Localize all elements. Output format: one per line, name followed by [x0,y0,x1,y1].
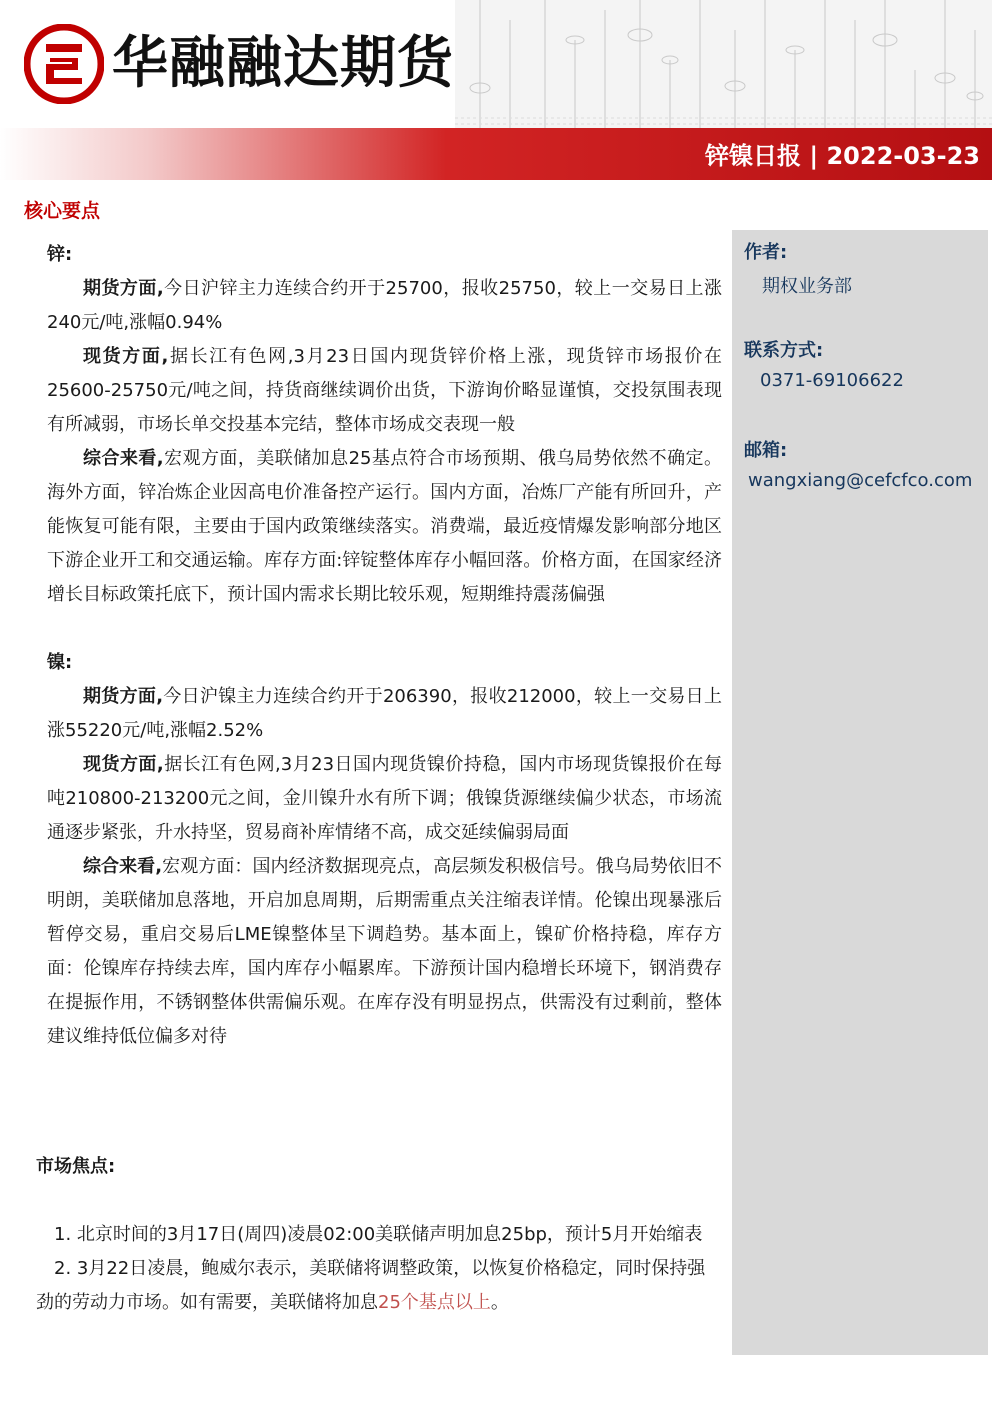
nickel-summary-label: 综合来看, [83,856,163,877]
zinc-spot [47,340,722,442]
zinc-summary-label: 综合来看, [83,448,164,469]
logo-icon [24,24,104,104]
zinc-summary [47,442,722,612]
market-focus-item-2-end: 。 [490,1292,509,1313]
email-label: 邮箱: [744,440,788,461]
market-focus-item-1: 1. 北京时间的3月17日(周四)凌晨02:00美联储声明加息25bp，预计5月开始缩表 [54,1224,703,1245]
nickel-heading: 镍: [47,652,73,673]
market-focus-heading: 市场焦点: [36,1156,116,1177]
contact-label: 联系方式: [744,340,824,361]
market-focus-highlight: 25个基点以上 [378,1292,491,1313]
zinc-futures-text: 今日沪锌主力连续合约开于25700，报收25750，较上一交易日上涨240元/吨,涨幅0.94% [47,278,722,333]
nickel-summary [47,850,722,1054]
nickel-spot [47,748,722,850]
zinc-futures-label: 期货方面, [83,278,164,299]
main-content [47,238,722,1054]
zinc-futures [47,272,722,340]
zinc-heading: 锌: [47,244,73,265]
brand-name: 华融融达期货 [112,31,454,96]
author-sidebar [732,230,988,1355]
nickel-futures-text: 今日沪镍主力连续合约开于206390，报收212000，较上一交易日上涨55220元/吨,涨幅2.52% [47,686,722,741]
market-focus-item-2 [36,1252,716,1320]
header [0,0,992,185]
nickel-summary-text: 宏观方面：国内经济数据现亮点，高层频发积极信号。俄乌局势依旧不明朗，美联储加息落地，开启加息周期，后期需重点关注缩表详情。伦镍出现暴涨后暂停交易，重启交易后LME镍整体呈下调趋势。基本面上，镍矿价格持稳，库存方面：伦镍库存持续去库，国内库存小幅累库。下游预计国内稳增长环境下，钢消费存在提振作用，不锈钢整体供需偏乐观。在库存没有明显拐点，供需没有过剩前，整体建议维持低位偏多对待 [47,856,723,1047]
nickel-futures [47,680,722,748]
core-points-heading: 核心要点 [24,200,101,222]
zinc-summary-text: 宏观方面，美联储加息25基点符合市场预期、俄乌局势依然不确定。海外方面，锌冶炼企业因高电价准备控产运行。国内方面，冶炼厂产能有所回升，产能恢复可能有限，主要由于国内政策继续落实。消费端，最近疫情爆发影响部分地区下游企业开工和交通运输。库存方面:锌锭整体库存小幅回落。价格方面，在国家经济增长目标政策托底下，预计国内需求长期比较乐观，短期维持震荡偏强 [47,448,722,605]
report-title: 锌镍日报 | 2022-03-23 [705,142,980,170]
email-value: wangxiang@cefcfco.com [748,470,973,491]
market-focus-section [36,1150,716,1320]
nickel-spot-label: 现货方面, [83,754,164,775]
zinc-spot-text: 据长江有色网,3月23日国内现货锌价格上涨，现货锌市场报价在25600-25750元/吨之间，持货商继续调价出货，下游询价略显谨慎，交投氛围表现有所减弱，市场长单交投基本完结，整体市场成交表现一般 [47,346,723,435]
author-value: 期权业务部 [762,276,852,297]
zinc-spot-label: 现货方面, [83,346,169,367]
contact-value: 0371-69106622 [760,370,904,391]
nickel-futures-label: 期货方面, [83,686,164,707]
market-focus-item-2-text: 2. 3月22日凌晨，鲍威尔表示，美联储将调整政策，以恢复价格稳定，同时保持强劲的劳动力市场。如有需要，美联储将加息 [36,1258,706,1313]
author-label: 作者: [744,242,788,263]
decorative-lines-graphic [455,0,992,128]
nickel-spot-text: 据长江有色网,3月23日国内现货镍价持稳，国内市场现货镍报价在每吨210800-213200元之间，金川镍升水有所下调；俄镍货源继续偏少状态，市场流通逐步紧张，升水持坚，贸易商补库情绪不高，成交延续偏弱局面 [47,754,722,843]
